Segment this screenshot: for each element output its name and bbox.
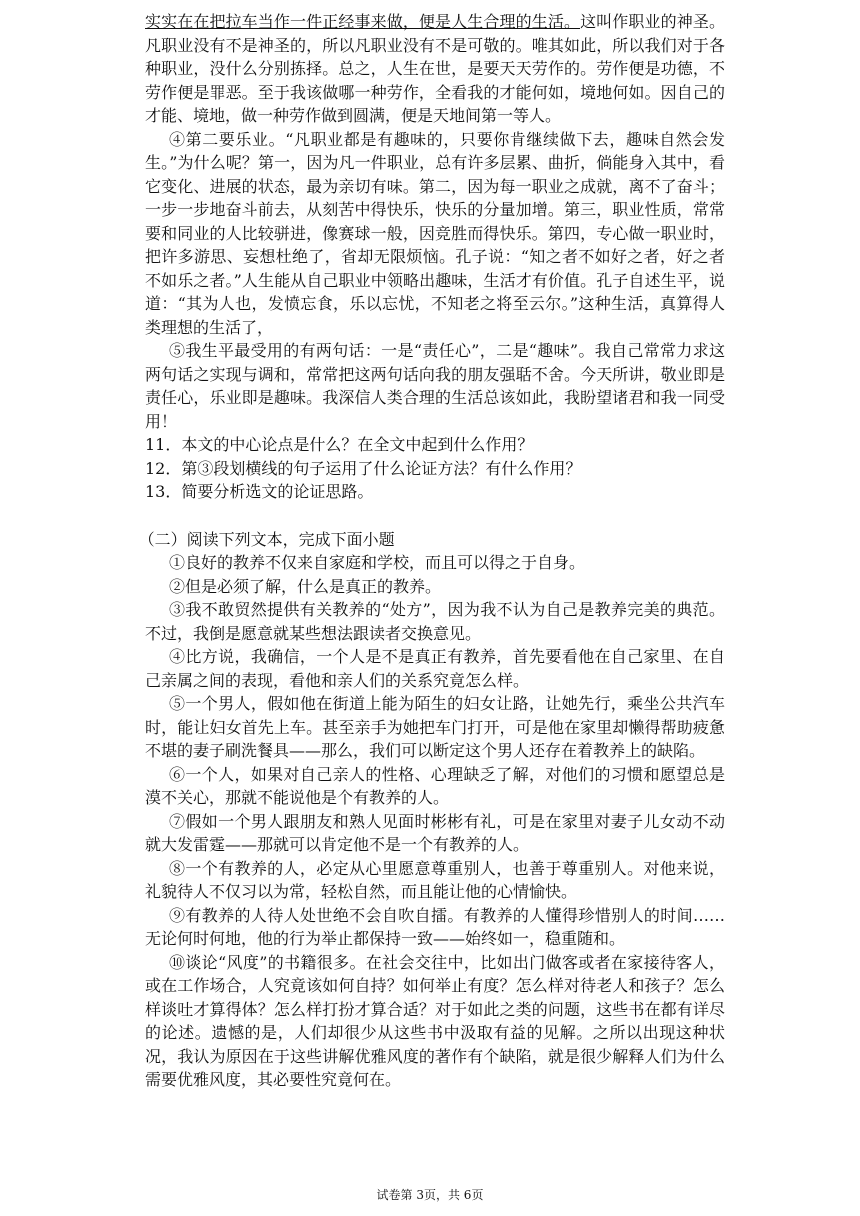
passage1-paragraph-5: ⑤我生平最受用的有两句话：一是“责任心”，二是“趣味”。我自己常常力求这两句话之实现与调和，常常把这两句话向我的朋友强聒不舍。今天所讲，敬业即是责任心，乐业即是趣味。我深信人类合理的生活总该如此，我盼望诸君和我一同受用！ xyxy=(145,341,725,431)
section2-paragraph-2: ②但是必须了解，什么是真正的教养。 xyxy=(169,576,442,596)
page-content xyxy=(138,10,725,1092)
question-11: 11．本文的中心论点是什么？在全文中起到什么作用？ xyxy=(145,435,534,454)
section-spacer xyxy=(145,504,725,528)
section2-paragraph-10: ⑩谈论“风度”的书籍很多。在社会交往中，比如出门做客或者在家接待客人，或在工作场合，人究竟该如何自持？如何举止有度？怎么样对待老人和孩子？怎么样谈吐才算得体？怎么样打扮才算合适？对于如此之类的问题，这些书在都有详尽的论述。遗憾的是，人们却很少从这些书中汲取有益的见解。之所以出现这种状况，我认为原因在于这些讲解优雅风度的著作有个缺陷，就是很少解释人们为什么需要优雅风度，其必要性究竟何在。 xyxy=(145,952,725,1089)
paragraph-3-rest: 这叫作职业的神圣。凡职业没有不是神圣的，所以凡职业没有不是可敬的。唯其如此，所以我们对于各种职业，没什么分别拣择。总之，人生在世，是要天天劳作的。劳作便是功德，不劳作便是罪恶。至于我该做哪一种劳作，全看我的才能何如，境地何如。因自己的才能、境地，做一种劳作做到圆满，便是天地间第一等人。 xyxy=(145,12,725,125)
question-13: 13．简要分析选文的论证思路。 xyxy=(145,482,374,501)
section2-paragraph-1: ①良好的教养不仅来自家庭和学校，而且可以得之于自身。 xyxy=(169,553,586,572)
underlined-sentence: 实实在在把拉车当作一件正经事来做，便是人生合理的生活。 xyxy=(145,12,581,31)
section2-paragraph-7: ⑦假如一个男人跟朋友和熟人见面时彬彬有礼，可是在家里对妻子儿女动不动就大发雷霆——那就可以肯定他不是一个有教养的人。 xyxy=(145,811,725,854)
section2-paragraph-6: ⑥一个人，如果对自己亲人的性格、心理缺乏了解，对他们的习惯和愿望总是漠不关心，那就不能说他是个有教养的人。 xyxy=(145,764,725,807)
section2-paragraph-5: ⑤一个男人，假如他在街道上能为陌生的妇女让路，让她先行，乘坐公共汽车时，能让妇女首先上车。甚至亲手为她把车门打开，可是他在家里却懒得帮助疲惫不堪的妻子刷洗餐具——那么，我们可以断定这个男人还存在着教养上的缺陷。 xyxy=(145,694,725,760)
question-12: 12．第③段划横线的句子运用了什么论证方法？有什么作用？ xyxy=(145,458,582,478)
section2-paragraph-9: ⑨有教养的人待人处世绝不会自吹自擂。有教养的人懂得珍惜别人的时间……无论何时何地，他的行为举止都保持一致——始终如一，稳重随和。 xyxy=(145,905,725,948)
section2-paragraph-8: ⑧一个有教养的人，必定从心里愿意尊重别人，也善于尊重别人。对他来说，礼貌待人不仅习以为常，轻松自然，而且能让他的心情愉快。 xyxy=(145,858,725,901)
page-footer: 试卷第 3页，共 6页 xyxy=(376,1188,484,1202)
section2-paragraph-4: ④比方说，我确信，一个人是不是真正有教养，首先要看他在自己家里、在自己亲属之间的表现，看他和亲人们的关系究竟怎么样。 xyxy=(145,647,725,690)
section-2-title: （二）阅读下列文本，完成下面小题 xyxy=(138,529,395,549)
passage1-paragraph-3 xyxy=(145,10,725,128)
passage1-paragraph-4: ④第二要乐业。“凡职业都是有趣味的，只要你肯继续做下去，趣味自然会发生。”为什么呢？第一，因为凡一件职业，总有许多层累、曲折，倘能身入其中，看它变化、进展的状态，最为亲切有味。第二，因为每一职业之成就，离不了奋斗；一步一步地奋斗前去，从刻苦中得快乐，快乐的分量加增。第三，职业性质，常常要和同业的人比较骈进，像赛球一般，因竞胜而得快乐。第四，专心做一职业时，把许多游思、妄想杜绝了，省却无限烦恼。孔子说：“知之者不如好之者，好之者不如乐之者。”人生能从自己职业中领略出趣味，生活才有价值。孔子自述生平，说道：“其为人也，发愤忘食，乐以忘忧，不知老之将至云尔。”这种生活，真算得人类理想的生活了， xyxy=(145,129,725,337)
section2-paragraph-3: ③我不敢贸然提供有关教养的“处方”，因为我不认为自己是教养完美的典范。不过，我倒是愿意就某些想法跟读者交换意见。 xyxy=(145,600,725,643)
